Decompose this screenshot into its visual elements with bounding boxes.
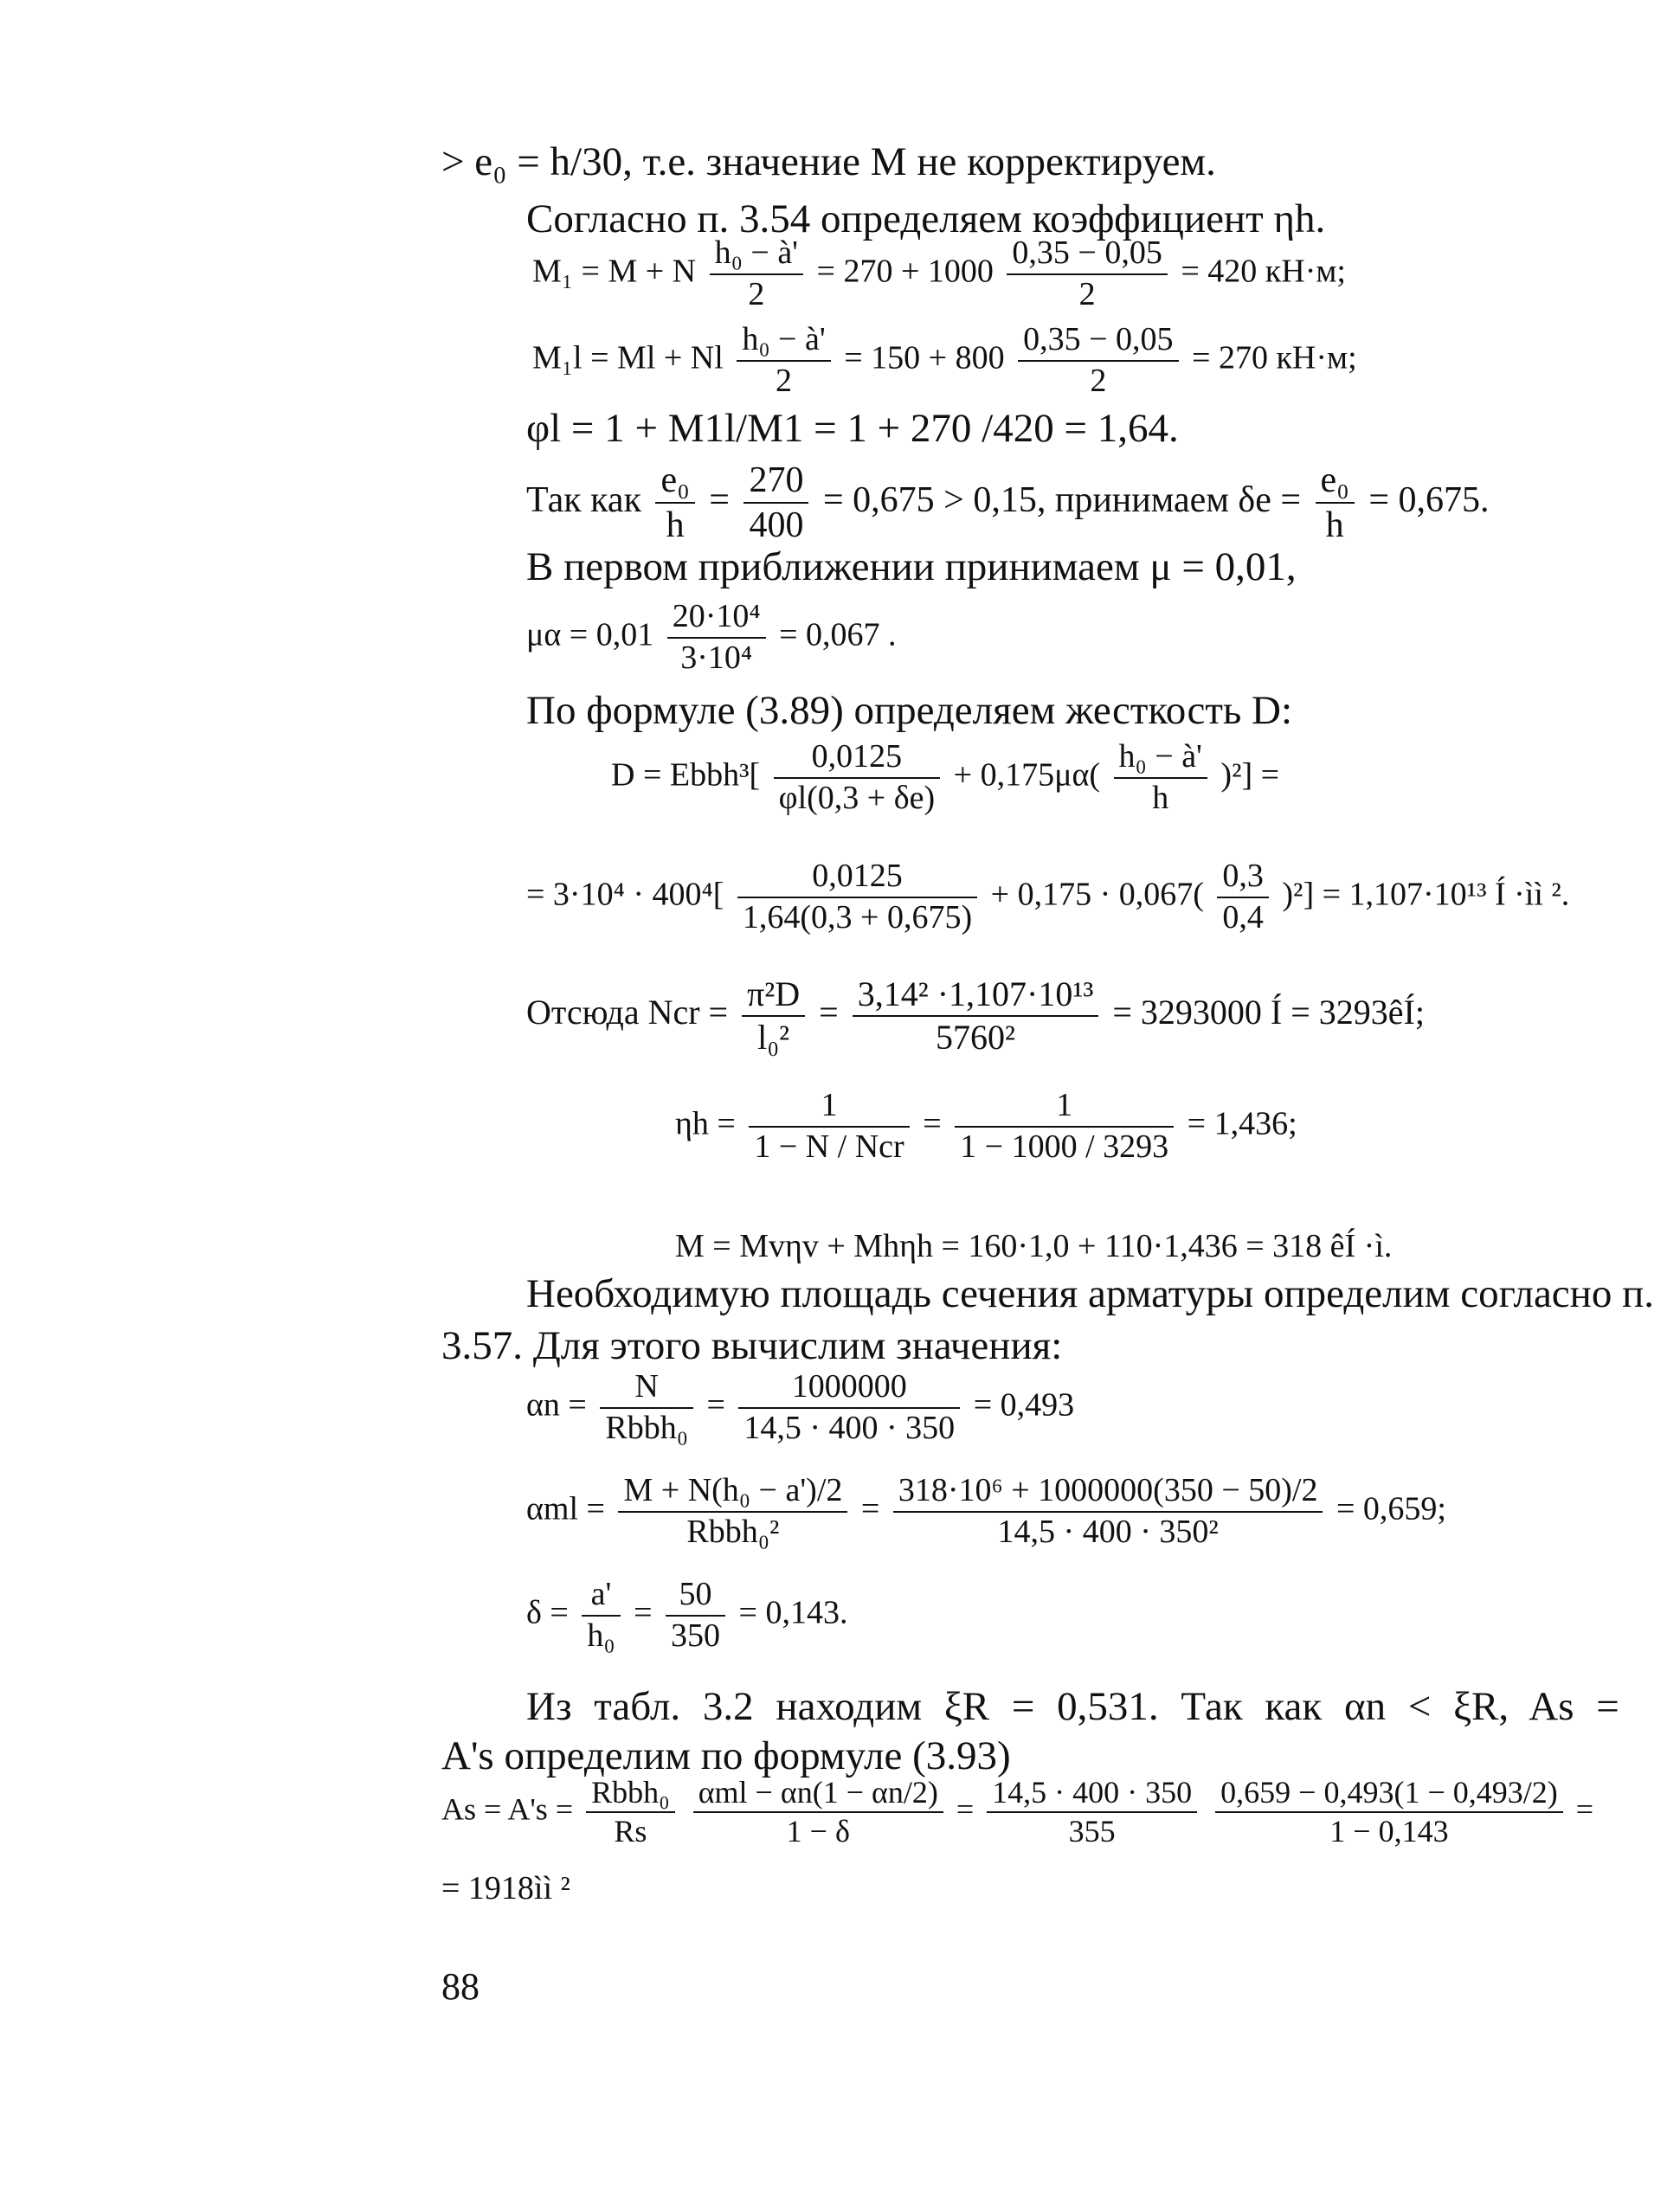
text-line-2: Согласно п. 3.54 определяем коэффициент ηh. — [526, 196, 1326, 241]
text-line-7: 3.57. Для этого вычислим значения: — [441, 1323, 1063, 1368]
equation-mu-alpha: μα = 0,01 $\frac{\text{20·10⁴}}{\text{3·10⁴}}$ = 0,067 . — [526, 598, 897, 676]
text-line-4: В первом приближении принимаем μ = 0,01, — [526, 544, 1297, 589]
equation-as: As = A's = Rbbh₀ Rs αml − αn(1 − αn/2) 1 − δ = $\frac{14,5 \cdot 400 \cdot 350}{355}$ $\frac{0,659 - 0,493(1 - 0,493/2)}{1 - 0,143}$ = — [441, 1775, 1594, 1849]
text-line-1: > e₀ = h/30, т.е. значение M не корректируем. — [441, 139, 1216, 184]
text-line-9: A's определим по формуле (3.93) — [441, 1733, 1011, 1778]
equation-as-result: = 1918ìì ² — [441, 1870, 570, 1906]
text-line-5: По формуле (3.89) определяем жесткость D: — [526, 688, 1293, 733]
text-line-3: φl = 1 + M1l/M1 = 1 + 270 /420 = 1,64. — [526, 406, 1179, 451]
equation-ratio: Так как $\frac{\text{e₀}}{h}$ = $\frac{270}{400}$ = 0,675 > 0,15, принимаем δe = $\frac{\text{e₀}}{h}$ = 0,675. — [526, 460, 1490, 546]
equation-d2: = 3·10⁴ · 400⁴[ $\frac{0,0125}{1,64(0,3 + 0,675)}$ + 0,175 · 0,067( $\frac{0,3}{0,4}$ )²] = 1,107·10¹³ Í ·ìì ². — [526, 858, 1570, 935]
text-line-8: Из табл. 3.2 находим ξR = 0,531. Так как αn < ξR, As = — [526, 1684, 1619, 1729]
page-number: 88 — [441, 1965, 480, 2008]
equation-alpha-ml: αml = M + N(h₀ − a')/2 Rbbh₀² = $\frac{\text{318·10⁶ + 1000000(350 − 50)/2}}{\text{14,5 · 400 · 350²}}$ = 0,659; — [526, 1472, 1446, 1550]
equation-m1: M₁ = M + N $\frac{\text{h₀ − à'}}{2}$ = 270 + 1000 $\frac{0,35 - 0,05}{2}$ = 420 кН·м; — [532, 235, 1346, 312]
equation-m1l: M₁l = Ml + Nl $\frac{\text{h₀ − à'}}{2}$ = 150 + 800 $\frac{0,35 - 0,05}{2}$ = 270 кН·м; — [532, 321, 1357, 399]
equation-eta: ηh = 1 1 − N / Ncr = $\frac{1}{1 - 1000 / 3293}$ = 1,436; — [675, 1087, 1297, 1165]
equation-alpha-n: αn = N Rbbh₀ = $\frac{1000000}{14,5 \cdot 400 \cdot 350}$ = 0,493 — [526, 1368, 1075, 1446]
equation-delta: δ = $\frac{a'}{\text{h₀}}$ = $\frac{50}{350}$ = 0,143. — [526, 1576, 848, 1654]
text-line-6: Необходимую площадь сечения арматуры определим согласно п. — [526, 1271, 1654, 1316]
equation-m: M = Mvηv + Mhηh = 160·1,0 + 110·1,436 = 318 êÍ ·ì. — [675, 1228, 1393, 1264]
equation-d1: D = Ebbh³[ $\frac{0,0125}{\varphi l(0,3 + \delta e)}$ + 0,175μα( $\frac{\text{h₀ − à'}}{h}$ )²] = — [611, 738, 1280, 816]
equation-ncr: Отсюда Ncr = $\frac{\text{π²D}}{\text{l₀²}}$ = $\frac{\text{3,14² ·1,107·10¹³}}{\text{5760²}}$ = 3293000 Í = 3293êÍ; — [526, 974, 1425, 1057]
